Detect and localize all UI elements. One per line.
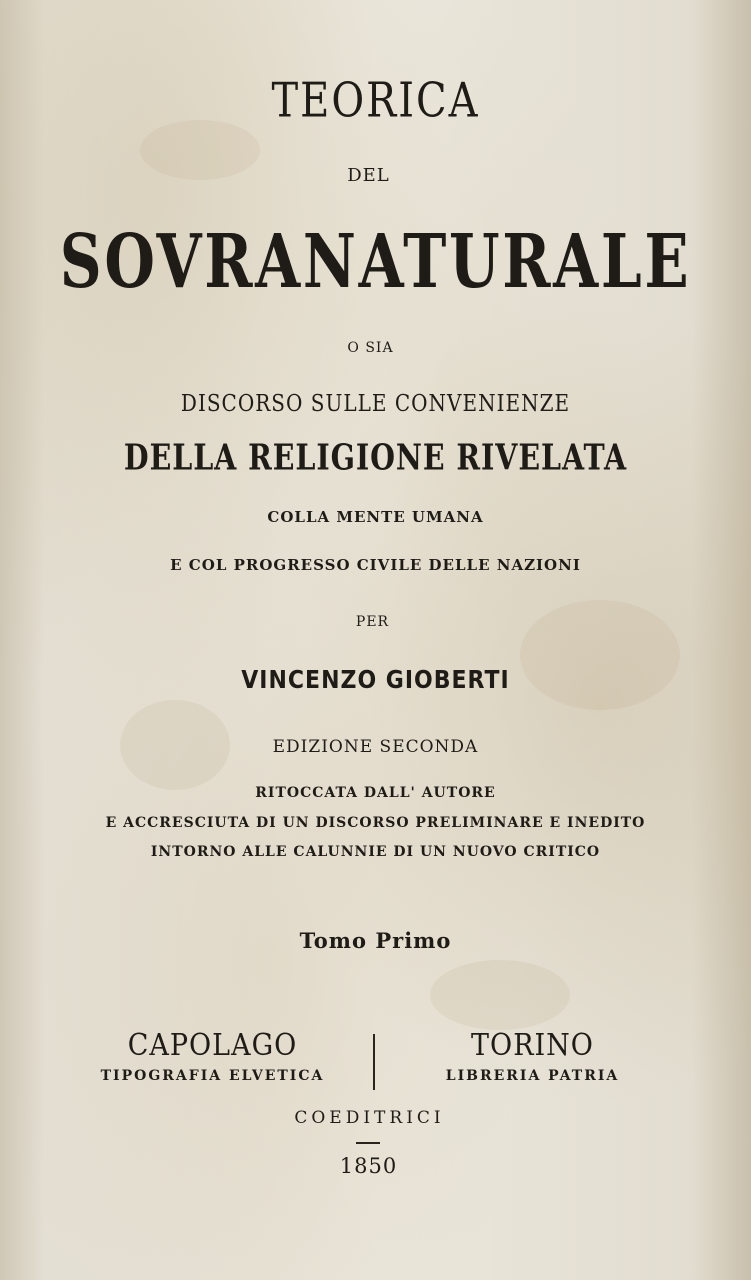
imprint-right [415, 1030, 650, 1084]
title-line-del: DEL [347, 165, 390, 186]
title-line-teorica: TEORICA [271, 73, 480, 129]
year-rule [356, 1142, 380, 1144]
subtitle-progresso: E COL PROGRESSO CIVILE DELLE NAZIONI [170, 556, 581, 574]
edition-note-2: E ACCRESCIUTA DI UN DISCORSO PRELIMINARE E INEDITO [105, 815, 646, 831]
edition-note-1: RITOCCATA DALL' AUTORE [255, 785, 496, 801]
subtitle-della-religione: DELLA RELIGIONE RIVELATA [123, 437, 628, 479]
subtitle-discorso: DISCORSO SULLE CONVENIENZE [180, 389, 571, 417]
imprint-left [60, 1030, 365, 1084]
coeditrici-label: COEDITRICI [294, 1108, 445, 1128]
imprint-divider [373, 1034, 375, 1090]
volume-label: Tomo Primo [299, 928, 452, 953]
publication-year: 1850 [339, 1154, 398, 1178]
edition-statement: EDIZIONE SECONDA [272, 737, 479, 757]
imprint-city-capolago: CAPOLAGO [127, 1028, 298, 1063]
foxing-stain [430, 960, 570, 1030]
subtitle-o-sia: O SIA [347, 340, 394, 356]
main-title: SOVRANATURALE [59, 217, 692, 305]
imprint-city-torino: TORINO [471, 1028, 594, 1063]
byline-per: PER [355, 614, 390, 630]
subtitle-colla-mente: COLLA MENTE UMANA [267, 508, 484, 526]
author-name: VINCENZO GIOBERTI [241, 666, 510, 695]
imprint-block [60, 1030, 660, 1094]
edition-note-3: INTORNO ALLE CALUNNIE DI UN NUOVO CRITICO [150, 844, 601, 860]
imprint-printer-elvetica: TIPOGRAFIA ELVETICA [100, 1068, 325, 1084]
imprint-printer-patria: LIBRERIA PATRIA [445, 1068, 620, 1084]
